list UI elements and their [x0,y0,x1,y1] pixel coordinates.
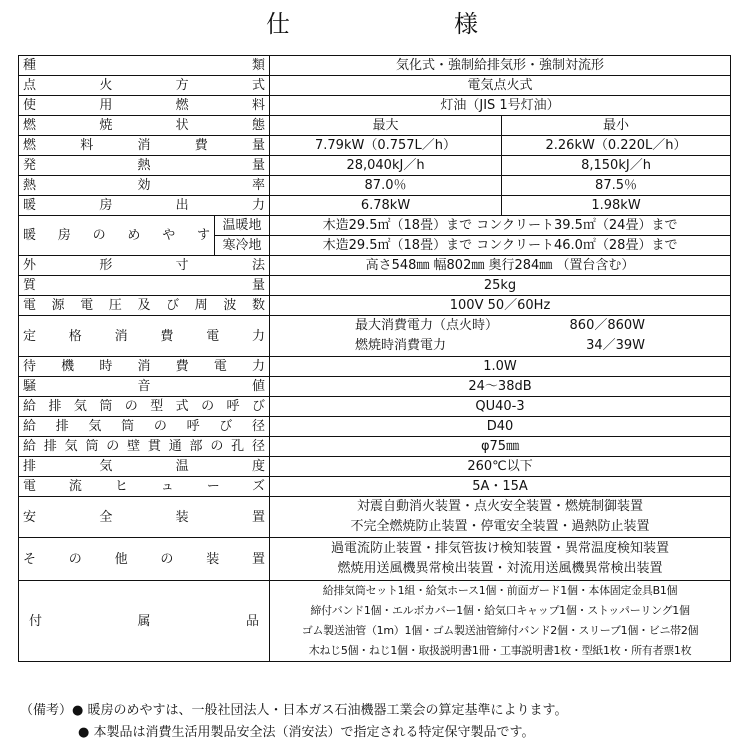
page-title [0,4,750,40]
label-consumption: 燃料消費量 [19,136,270,156]
header-min: 最小 [502,116,731,136]
row-duct-type [19,397,731,417]
label-fuse: 電流ヒューズ [19,477,270,497]
note-bullet-2: ● [78,725,90,740]
label-guide: 暖房のめやす [19,216,215,256]
value-standby: 1.0W [270,357,731,377]
efficiency-min: 87.5％ [502,176,731,196]
value-type: 気化式・強制給排気形・強制対流形 [270,56,731,76]
rated-key-1: 最大消費電力（点火時） [355,318,499,333]
other-line-2: 燃焼用送風機異常検出装置・対流用送風機異常検出装置 [337,561,663,576]
label-duct-dia: 給排気筒の呼び径 [19,417,270,437]
label-fuel: 使用燃料 [19,96,270,116]
title-char-2: 様 [454,10,478,38]
value-fuel: 灯油（JIS 1号灯油） [270,96,731,116]
label-state: 燃焼状態 [19,116,270,136]
header-max: 最大 [270,116,502,136]
label-noise: 騒音値 [19,377,270,397]
value-accessories [270,581,731,662]
row-output [19,196,731,216]
output-min: 1.98kW [502,196,731,216]
rated-key-2: 燃焼時消費電力 [355,338,447,353]
safety-line-2: 不完全燃焼防止装置・停電安全装置・過熱防止装置 [350,519,650,534]
output-max: 6.78kW [270,196,502,216]
label-ignition: 点火方式 [19,76,270,96]
value-hole: φ75㎜ [270,437,731,457]
label-heat: 発熱量 [19,156,270,176]
row-exhaust [19,457,731,477]
consumption-max: 7.79kW（0.757L／h） [270,136,502,156]
row-power-source [19,296,731,316]
row-weight [19,276,731,296]
row-guide-warm [19,216,731,236]
row-state [19,116,731,136]
value-dims: 高さ548㎜ 幅802㎜ 奥行284㎜ （置台含む） [270,256,731,276]
row-noise [19,377,731,397]
row-consumption [19,136,731,156]
note-text-1: 暖房のめやすは、一般社団法人・日本ガス石油機器工業会の算定基準によります。 [87,703,568,718]
rated-val-2: 34／39W [586,338,646,353]
note-line-1 [20,700,732,722]
value-exhaust: 260℃以下 [270,457,731,477]
label-hole: 給排気筒の壁貫通部の孔径 [19,437,270,457]
value-warm: 木造29.5㎡（18畳）まで コンクリート39.5㎡（24畳）まで [270,216,731,236]
title-char-1: 仕 [266,10,290,38]
heat-min: 8,150kJ／h [502,156,731,176]
accessories-line-2: 締付バンド1個・エルボカバー1個・給気口キャップ1個・ストッパーリング1個 [310,604,690,617]
value-ignition: 電気点火式 [270,76,731,96]
accessories-line-4: 木ねじ5個・ねじ1個・取扱説明書1冊・工事説明書1枚・型紙1枚・所有者票1枚 [308,644,692,657]
note-text-2: 本製品は消費生活用製品安全法（消安法）で指定される特定保守製品です。 [93,725,535,740]
label-power-source: 電源電圧及び周波数 [19,296,270,316]
row-safety [19,497,731,538]
value-noise: 24〜38dB [270,377,731,397]
label-safety: 安全装置 [19,497,270,538]
value-safety [270,497,731,538]
efficiency-max: 87.0％ [270,176,502,196]
value-cold: 木造29.5㎡（18畳）まで コンクリート46.0㎡（28畳）まで [270,236,731,256]
heat-max: 28,040kJ／h [270,156,502,176]
label-exhaust: 排気温度 [19,457,270,477]
row-hole [19,437,731,457]
value-weight: 25kg [270,276,731,296]
label-output: 暖房出力 [19,196,270,216]
row-duct-dia [19,417,731,437]
label-duct-type: 給排気筒の型式の呼び [19,397,270,417]
value-fuse: 5A・15A [270,477,731,497]
rated-val-1: 860／860W [569,318,646,333]
row-ignition [19,76,731,96]
spec-table [18,55,731,662]
accessories-line-3: ゴム製送油管（1m）1個・ゴム製送油管締付バンド2個・スリーブ1個・ビニ帯2個 [301,624,699,637]
label-efficiency: 熱効率 [19,176,270,196]
safety-line-1: 対震自動消火装置・点火安全装置・燃焼制御装置 [357,499,644,514]
row-efficiency [19,176,731,196]
value-power-source: 100V 50／60Hz [270,296,731,316]
value-duct-dia: D40 [270,417,731,437]
row-type [19,56,731,76]
label-standby: 待機時消費電力 [19,357,270,377]
row-rated-power [19,316,731,357]
row-standby [19,357,731,377]
label-type: 種類 [19,56,270,76]
value-duct-type: QU40-3 [270,397,731,417]
label-dims: 外形寸法 [19,256,270,276]
row-accessories [19,581,731,662]
label-cold: 寒冷地 [215,236,270,256]
other-line-1: 過電流防止装置・排気管抜け検知装置・異常温度検知装置 [331,541,670,556]
accessories-line-1: 給排気筒セット1組・給気ホース1個・前面ガード1個・本体固定金具B1個 [322,584,678,597]
row-fuel [19,96,731,116]
row-dims [19,256,731,276]
value-other [270,538,731,581]
value-rated-power [270,316,731,357]
label-weight: 質量 [19,276,270,296]
label-rated-power: 定格消費電力 [19,316,270,357]
row-other [19,538,731,581]
note-line-2 [20,722,732,744]
label-accessories: 付属品 [19,581,270,662]
notes [20,700,732,744]
label-other: その他の装置 [19,538,270,581]
label-warm: 温暖地 [215,216,270,236]
row-fuse [19,477,731,497]
note-prefix: （備考）● [20,703,84,718]
row-heat [19,156,731,176]
consumption-min: 2.26kW（0.220L／h） [502,136,731,156]
